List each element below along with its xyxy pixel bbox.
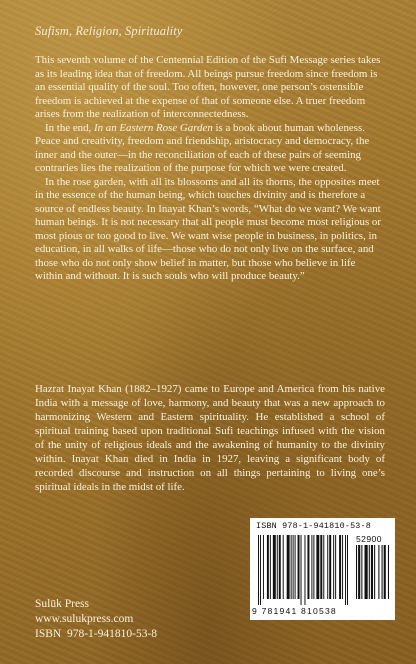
- barcode-bar: [371, 545, 373, 599]
- barcode-bar: [342, 535, 343, 599]
- barcode-bar: [378, 545, 379, 599]
- barcode-bar: [335, 535, 336, 599]
- publisher-block: [35, 597, 157, 641]
- barcode-bar: [313, 535, 314, 599]
- barcode-bar: [267, 535, 269, 599]
- barcode-bar: [388, 545, 389, 599]
- description-paragraph-2: [35, 122, 383, 176]
- barcode-bar: [382, 545, 383, 599]
- barcode-bar: [361, 545, 362, 599]
- barcode-bar: [369, 545, 370, 599]
- description-p2-body: is a book about human wholeness. Peace and creativity, freedom and friendship, aristocracy and democracy, the inner and the outer—in the reconciliation of each of these pairs of seeming contraries lies the realization of the purpose for which we were created.: [35, 121, 370, 174]
- barcode-bar: [374, 545, 375, 599]
- ean-barcode: [258, 535, 348, 605]
- barcode-panel: [250, 518, 395, 620]
- barcode-bar: [347, 535, 348, 605]
- barcode-bar: [263, 535, 264, 599]
- barcode-bar: [320, 535, 322, 599]
- barcode-bar: [270, 535, 271, 599]
- description-paragraph-3: In the rose garden, with all its blossoms and all its thorns, the opposites meet in the essence of the human being, which touches divinity and is therefore a source of endless beauty. In Inayat Khan’s words, “What do we want? We want human beings. It is not necessary that all people must become most religious or most pious or too good to live. We want wise people in business, in politics, in education, in all walks of life—those who do not only live on the surface, and those who do not only show belief in matter, but those who believe in life within and without. It is such souls who will produce beauty.”: [35, 175, 382, 282]
- barcode-bar: [327, 535, 328, 599]
- barcode-bar: [273, 535, 276, 599]
- book-description: [35, 54, 383, 284]
- barcode-bar: [301, 535, 302, 605]
- publisher-isbn: ISBN 978-1-941810-53-8: [35, 627, 158, 640]
- barcode-addon-number: 52900: [356, 534, 382, 544]
- barcode-bar: [339, 535, 341, 599]
- book-title: In an Eastern Rose Garden: [94, 121, 213, 134]
- description-paragraph-1: This seventh volume of the Centennial Edition of the Sufi Message series takes as its leading idea that of freedom. All beings pursue freedom since freedom is an essential quality of the soul. Too often, however, one person’s ostensible freedom is achieved at the expense of that of someone else. A truer freedom arises from the realization of interconnectedness.: [35, 54, 381, 120]
- barcode-bar: [291, 535, 292, 599]
- barcode-bar: [356, 545, 357, 599]
- publisher-name: Sulūk Press: [35, 598, 89, 610]
- barcode-bar: [365, 545, 368, 599]
- barcode-bar: [333, 535, 334, 599]
- author-bio: Hazrat Inayat Khan (1882–1927) came to Europe and America from his native India with a message of love, harmony, and beauty that was a new approach to harmonizing Western and Eastern spirituality. He established a school of spiritual training based upon traditional Sufi teachings infused with the vision of the unity of religious ideals and the awakening of humanity to the divinity within. Inayat Khan died in India in 1927, leaving a significant body of recorded discourse and instruction on all things pertaining to living one’s spiritual ideals in the midst of life.: [35, 383, 385, 493]
- barcode-bar: [329, 535, 331, 599]
- barcode-bar: [277, 535, 278, 599]
- addon-barcode: [356, 545, 389, 605]
- barcode-bar: [316, 535, 319, 599]
- barcode-bar: [260, 535, 261, 605]
- barcode-bar: [384, 545, 386, 599]
- barcode-bar: [283, 535, 284, 599]
- barcode-bar: [358, 545, 360, 599]
- barcode-bar: [311, 535, 312, 599]
- publisher-website: www.sulukpress.com: [35, 612, 134, 625]
- barcode-bar: [304, 535, 305, 605]
- barcode-bar: [307, 535, 309, 599]
- barcode-bar: [293, 535, 294, 599]
- barcode-bar: [295, 535, 296, 599]
- barcode-bar: [323, 535, 324, 599]
- barcode-ean-number: 9 781941 810538: [252, 606, 337, 616]
- description-p2-intro: In the end,: [45, 121, 94, 134]
- barcode-bar: [345, 535, 346, 605]
- barcode-bar: [298, 535, 300, 599]
- series-title: Sufism, Religion, Spirituality: [35, 24, 183, 38]
- barcode-bar: [258, 535, 259, 605]
- barcode-bar: [279, 535, 281, 599]
- barcode-isbn-label: ISBN 978-1-941810-53-8: [256, 521, 371, 531]
- barcode-bar: [287, 535, 290, 599]
